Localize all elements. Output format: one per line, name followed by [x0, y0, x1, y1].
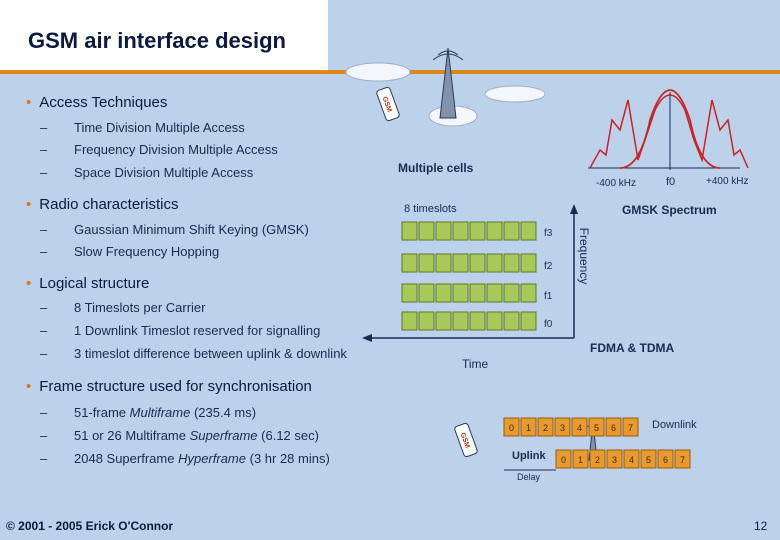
- timeslot-cell: [521, 254, 536, 272]
- frequency-axis-arrow: [570, 204, 578, 214]
- cell-beam: [346, 63, 410, 81]
- time-axis-arrow: [362, 334, 372, 342]
- downlink-slot-number: 5: [594, 423, 600, 433]
- antenna-tower-icon: [440, 48, 456, 118]
- uplink-label: Uplink: [512, 450, 546, 462]
- downlink-slot-number: 6: [611, 423, 617, 433]
- sub-item: – 1 Downlink Timeslot reserved for signalling: [40, 323, 321, 338]
- timeslot-cell: [402, 254, 417, 272]
- timeslot-cell: [504, 284, 519, 302]
- timeslot-cell: [504, 312, 519, 330]
- sub-item: – Space Division Multiple Access: [40, 165, 254, 180]
- timeslot-cell: [504, 222, 519, 240]
- timeslot-cell: [487, 222, 502, 240]
- downlink-slot-number: 4: [577, 423, 583, 433]
- sub-item: – 2048 Superframe Hyperframe (3 hr 28 mins): [40, 451, 330, 466]
- bullet-frame-structure: • Frame structure used for synchronisation: [26, 378, 312, 395]
- timeslot-cell: [453, 312, 468, 330]
- copyright-footer: © 2001 - 2005 Erick O'Connor: [6, 519, 174, 533]
- spectrum-caption: GMSK Spectrum: [622, 203, 717, 217]
- timeslot-cell: [521, 312, 536, 330]
- svg-text:GSM: GSM: [458, 431, 471, 450]
- spectrum-center-label: f0: [666, 176, 676, 188]
- timeslot-cell: [504, 254, 519, 272]
- timeslot-cell: [453, 254, 468, 272]
- bullet-logical-structure: • Logical structure: [26, 275, 150, 292]
- sub-item: – Slow Frequency Hopping: [40, 244, 220, 259]
- timeslot-cell: [402, 222, 417, 240]
- bullet-access-techniques: • Access Techniques: [26, 94, 168, 111]
- freq-label-f1: f1: [544, 291, 553, 302]
- spectrum-curve: [590, 95, 748, 168]
- multiple-cells-label: Multiple cells: [398, 161, 474, 175]
- downlink-slot-number: 7: [628, 423, 634, 433]
- timeslot-cell: [453, 284, 468, 302]
- sub-item: – 51-frame Multiframe (235.4 ms): [40, 405, 257, 420]
- spectrum-left-label: -400 kHz: [596, 178, 637, 189]
- svg-text:GSM: GSM: [380, 95, 393, 114]
- sub-item: – Frequency Division Multiple Access: [40, 142, 278, 157]
- cell-beam: [485, 86, 545, 102]
- freq-label-f3: f3: [544, 228, 553, 239]
- timeslots-label: 8 timeslots: [404, 203, 457, 215]
- page-title: GSM air interface design: [28, 28, 286, 53]
- uplink-slot-number: 0: [561, 455, 567, 465]
- fdma-tdma-label: FDMA & TDMA: [590, 341, 675, 355]
- sub-item: – 8 Timeslots per Carrier: [40, 300, 206, 315]
- mobile-phone-icon: [454, 423, 478, 458]
- spectrum-right-label: +400 kHz: [706, 176, 749, 187]
- frame-structure-illustration: [454, 418, 697, 482]
- timeslot-cell: [419, 312, 434, 330]
- uplink-slot-number: 1: [578, 455, 584, 465]
- timeslot-cell: [487, 312, 502, 330]
- timeslot-cell: [402, 284, 417, 302]
- downlink-slot-number: 3: [560, 423, 566, 433]
- timeslot-cell: [521, 284, 536, 302]
- timeslot-cell: [436, 312, 451, 330]
- multiple-cells-illustration: [346, 48, 545, 126]
- timeslot-cell: [402, 312, 417, 330]
- delay-label: Delay: [517, 472, 541, 482]
- sub-item: – 51 or 26 Multiframe Superframe (6.12 sec): [40, 428, 319, 443]
- timeslot-cell: [487, 254, 502, 272]
- gmsk-spectrum-chart: [588, 90, 749, 217]
- bullet-radio-characteristics: • Radio characteristics: [26, 196, 179, 213]
- timeslot-cell: [436, 254, 451, 272]
- timeslot-cell: [470, 222, 485, 240]
- uplink-slot-number: 2: [595, 455, 601, 465]
- mobile-phone-icon: [376, 87, 400, 122]
- uplink-slot-number: 3: [612, 455, 618, 465]
- sub-item: – 3 timeslot difference between uplink & downlink: [40, 346, 347, 361]
- downlink-slot-number: 1: [526, 423, 532, 433]
- timeslot-cell: [436, 222, 451, 240]
- freq-label-f2: f2: [544, 261, 553, 272]
- fdma-tdma-grid: [362, 203, 675, 371]
- sub-item: – Time Division Multiple Access: [40, 120, 245, 135]
- downlink-label: Downlink: [652, 419, 697, 431]
- uplink-slot-number: 7: [680, 455, 686, 465]
- freq-label-f0: f0: [544, 319, 553, 330]
- page-number: 12: [754, 519, 768, 533]
- timeslot-cell: [487, 284, 502, 302]
- timeslot-cell: [453, 222, 468, 240]
- timeslot-cell: [521, 222, 536, 240]
- timeslot-cell: [419, 222, 434, 240]
- timeslot-cell: [470, 254, 485, 272]
- frequency-axis-label: Frequency: [577, 227, 591, 285]
- downlink-slot-number: 2: [543, 423, 549, 433]
- uplink-slot-number: 6: [663, 455, 669, 465]
- timeslot-cell: [419, 284, 434, 302]
- timeslot-cell: [470, 284, 485, 302]
- downlink-slot-number: 0: [509, 423, 515, 433]
- timeslot-cell: [470, 312, 485, 330]
- timeslot-cell: [419, 254, 434, 272]
- uplink-slot-number: 4: [629, 455, 635, 465]
- sub-item: – Gaussian Minimum Shift Keying (GMSK): [40, 222, 309, 237]
- uplink-slot-number: 5: [646, 455, 652, 465]
- timeslot-cell: [436, 284, 451, 302]
- time-axis-label: Time: [462, 357, 489, 371]
